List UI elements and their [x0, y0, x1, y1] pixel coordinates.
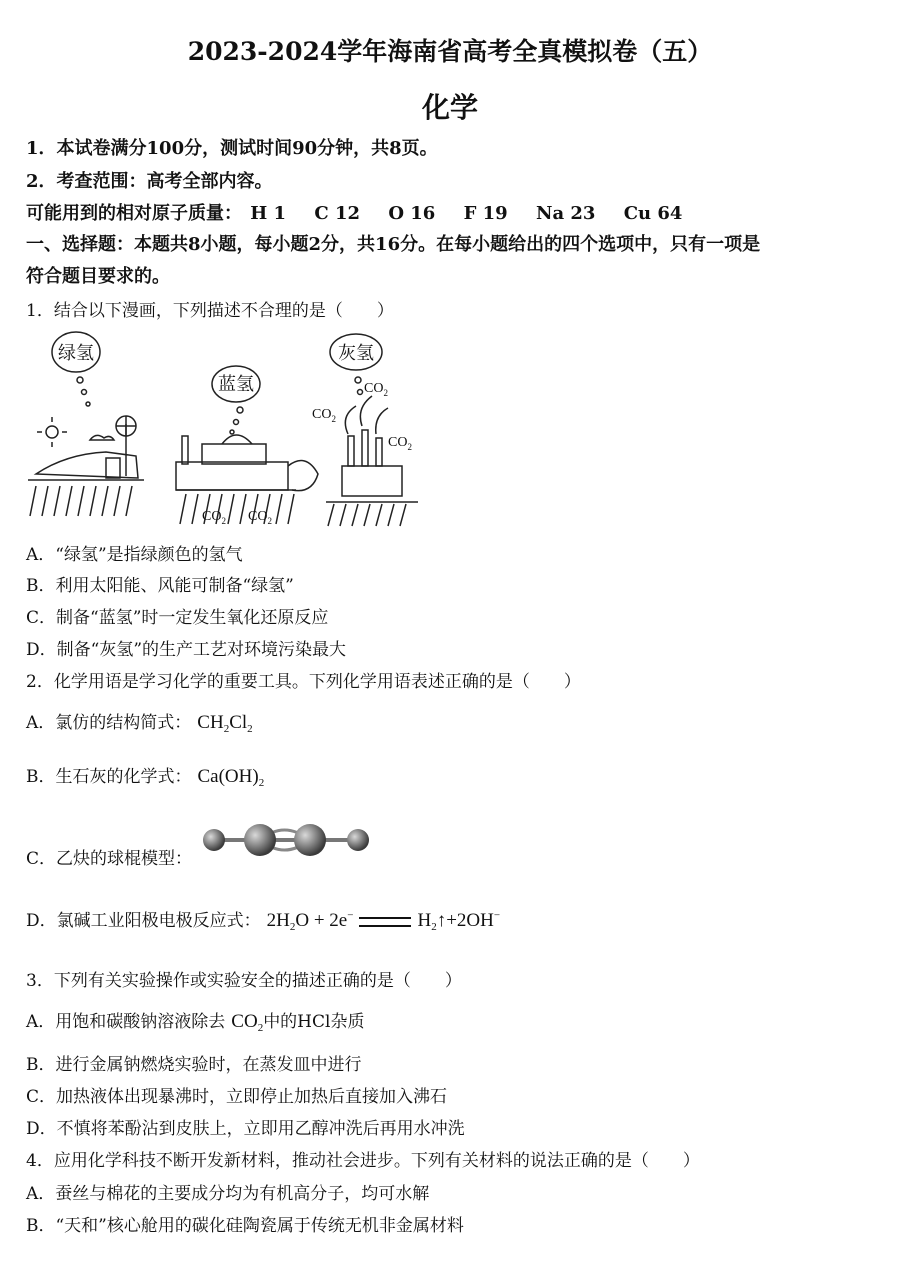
q3-stem: 3．下列有关实验操作或实验安全的描述正确的是（ ）: [26, 971, 462, 991]
q4-stem: 4．应用化学科技不断开发新材料，推动社会进步。下列有关材料的说法正确的是（ ）: [26, 1151, 700, 1171]
acetylene-ball-stick-model: [198, 818, 374, 862]
exam-title: 2023-2024学年海南省高考全真模拟卷（五）: [187, 37, 713, 66]
q4-option-b: B．“天和”核心舱用的碳化硅陶瓷属于传统无机非金属材料: [26, 1216, 464, 1236]
sun-icon: [46, 426, 58, 438]
q1-option-c: C．制备“蓝氢”时一定发生氧化还原反应: [26, 608, 329, 628]
atomic-mass-label: 可能用到的相对原子质量：: [26, 203, 242, 224]
q1-option-d: D．制备“灰氢”的生产工艺对环境污染最大: [26, 640, 347, 660]
q1-option-b: B．利用太阳能、风能可制备“绿氢”: [26, 576, 294, 596]
q2-option-c: C．乙炔的球棍模型：: [26, 849, 193, 869]
section-heading-line2: 符合题目要求的。: [26, 266, 170, 287]
svg-text:CO2: $CO_2$: [388, 435, 412, 452]
bubble-blue-hydrogen: 蓝氢: [218, 374, 254, 395]
q2-option-d: D．氯碱工业阳极电极反应式： $2H_2O + 2e^-$ $H_2↑+2OH^-$: [26, 909, 501, 933]
instruction-2: 2．考查范围：高考全部内容。: [26, 171, 273, 192]
q3-option-a: A．用饱和碳酸钠溶液除去 $CO_2$中的HCl杂质: [26, 1011, 365, 1034]
q3-option-c: C．加热液体出现暴沸时，立即停止加热后直接加入沸石: [26, 1087, 448, 1107]
bubble-green-hydrogen: 绿氢: [58, 343, 94, 364]
q3-option-b: B．进行金属钠燃烧实验时，在蒸发皿中进行: [26, 1055, 362, 1075]
svg-text:CO2: $CO_2$: [202, 509, 226, 526]
atomic-mass-line: [26, 199, 704, 225]
atomic-mass-f: F 19: [463, 203, 508, 224]
section-heading-line1: 一、选择题：本题共8小题，每小题2分，共16分。在每小题给出的四个选项中，只有一项是: [26, 234, 761, 255]
q2-option-b: B．生石灰的化学式： $Ca(OH)_2$: [26, 766, 265, 789]
q2-option-a: A．氯仿的结构简式： $CH_2Cl_2$: [26, 712, 253, 735]
svg-text:CO2: $CO_2$: [248, 509, 272, 526]
q1-option-a: A．“绿氢”是指绿颜色的氢气: [26, 545, 243, 565]
svg-text:CO2: $CO_2$: [364, 381, 388, 398]
q3-option-d: D．不慎将苯酚沾到皮肤上，立即用乙醇冲洗后再用水冲洗: [26, 1119, 465, 1139]
atomic-mass-o: O 16: [388, 203, 436, 224]
hydrogen-cartoon: [26, 326, 426, 528]
bubble-grey-hydrogen: 灰氢: [338, 343, 374, 364]
atomic-mass-na: Na 23: [535, 203, 596, 224]
q4-option-a: A．蚕丝与棉花的主要成分均为有机高分子，均可水解: [26, 1184, 430, 1204]
atomic-mass-c: C 12: [314, 203, 361, 224]
instruction-1: 1．本试卷满分100分，测试时间90分钟，共8页。: [26, 138, 438, 159]
atomic-mass-cu: Cu 64: [623, 203, 683, 224]
atomic-mass-h: H 1: [250, 203, 287, 224]
subject-title: 化学: [421, 91, 478, 124]
q2-stem: 2．化学用语是学习化学的重要工具。下列化学用语表述正确的是（ ）: [26, 672, 581, 692]
reaction-equals-arrow: [359, 917, 411, 927]
svg-text:CO2: $CO_2$: [312, 407, 336, 424]
q1-stem: 1．结合以下漫画，下列描述不合理的是（ ）: [26, 301, 394, 321]
